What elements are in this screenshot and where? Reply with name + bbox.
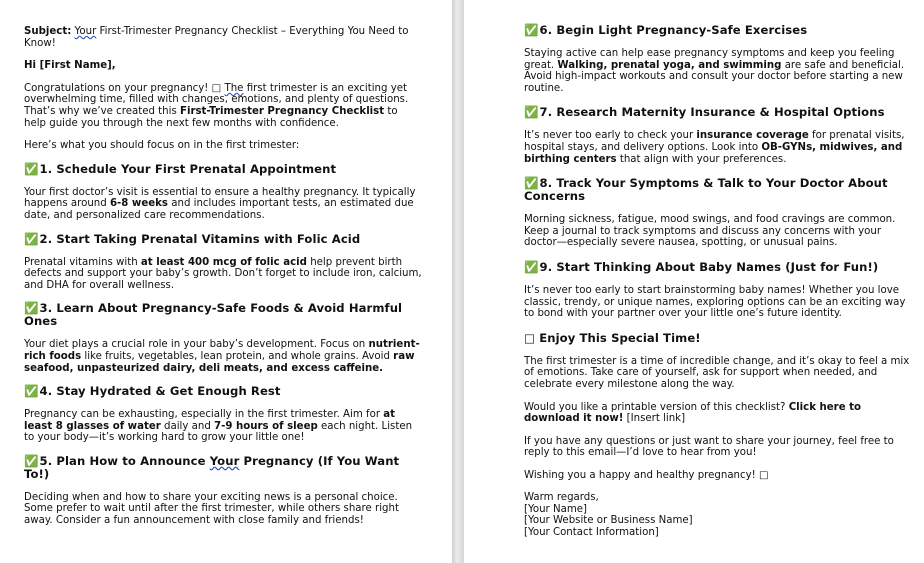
- section-8: [524, 177, 910, 249]
- questions-paragraph: If you have any questions or just want to share your journey, feel free to reply to this email—I’d love to hear from you!: [524, 435, 894, 459]
- enjoy-heading: □ Enjoy This Special Time!: [524, 330, 701, 345]
- printable-offer: Would you like a printable version of this checklist? Click here to download it now! [Insert link]: [524, 401, 862, 425]
- regards: Warm regards,: [524, 492, 599, 504]
- subject-word-your: Your: [74, 26, 97, 37]
- subject-label: Subject:: [24, 26, 72, 37]
- focus-line: Here’s what you should focus on in the first trimester:: [24, 140, 300, 152]
- section-body: Your diet plays a crucial role in your baby’s development. Focus on nutrient-rich foods like fruits, vegetables, lean protein, and whole grains. Avoid raw seafood, unpasteurized dairy, deli meats, and excess caffeine.: [24, 339, 420, 374]
- signature-block: [524, 492, 910, 538]
- checkmark-icon: ✅: [24, 301, 39, 316]
- section-9: [524, 261, 910, 320]
- left-page: [0, 0, 452, 563]
- section-heading: ✅4. Stay Hydrated & Get Enough Rest: [24, 384, 281, 399]
- intro-paragraph: Congratulations on your pregnancy! □ The first trimester is an exciting yet overwhelming time, filled with changes, emotions, and plenty of questions. That’s why we’ve created this First-Trimester Pregnancy Checklist to help guide you through the next few months with confidence.: [24, 82, 409, 129]
- wishing-line: Wishing you a happy and healthy pregnancy! □: [524, 469, 769, 481]
- section-2: [24, 233, 422, 292]
- checkmark-icon: ✅: [24, 231, 39, 246]
- section-heading: ✅9. Start Thinking About Baby Names (Just for Fun!): [524, 259, 879, 274]
- signature-contact: [Your Contact Information]: [524, 526, 659, 538]
- section-heading: ✅2. Start Taking Prenatal Vitamins with Folic Acid: [24, 231, 361, 246]
- section-heading: ✅3. Learn About Pregnancy-Safe Foods & Avoid Harmful Ones: [24, 301, 403, 329]
- section-3: [24, 302, 422, 374]
- section-5: [24, 455, 422, 527]
- intro-word-the: The: [224, 82, 244, 94]
- section-body: Pregnancy can be exhausting, especially in the first trimester. Aim for at least 8 glasses of water daily and 7-9 hours of sleep each night. Listen to your body—it’s working hard to grow your little one!: [24, 409, 413, 444]
- signature-site: [Your Website or Business Name]: [524, 515, 693, 527]
- section-body: Staying active can help ease pregnancy symptoms and keep you feeling great. Walking, prenatal yoga, and swimming are safe and beneficial. Avoid high-impact workouts and consult your doctor before starting a new routine.: [524, 48, 905, 94]
- greeting: Hi [First Name],: [24, 60, 116, 72]
- checkmark-icon: ✅: [24, 161, 39, 176]
- section-6: [524, 24, 910, 94]
- right-page: [464, 0, 924, 563]
- checkmark-icon: ✅: [524, 23, 539, 37]
- subject-text: First-Trimester Pregnancy Checklist – Everything You Need to Know!: [24, 26, 409, 49]
- section-heading: ✅5. Plan How to Announce Your Pregnancy (If You Want To!): [24, 453, 400, 481]
- heading-word-your: Your: [209, 453, 240, 468]
- section-body: Prenatal vitamins with at least 400 mcg of folic acid help prevent birth defects and support your baby’s growth. Don’t forget to include iron, calcium, and DHA for overall wellness.: [24, 256, 422, 291]
- section-body: It’s never too early to start brainstorming baby names! Whether you love classic, trendy, or unique names, exploring options can be an exciting way to bond with your partner over your little one’s future identity.: [524, 284, 906, 320]
- checkmark-icon: ✅: [524, 176, 539, 191]
- section-heading: ✅6. Begin Light Pregnancy-Safe Exercises: [524, 23, 808, 37]
- enjoy-body: The first trimester is a time of incredible change, and it’s okay to feel a mix of emotions. Take care of yourself, ask for support when needed, and celebrate every milestone along the way.: [524, 355, 910, 390]
- section-body: Morning sickness, fatigue, mood swings, and food cravings are common. Keep a journal to track symptoms and discuss any concerns with your doctor—especially severe nausea, spotting, or unusual pains.: [524, 214, 896, 249]
- section-heading: ✅1. Schedule Your First Prenatal Appointment: [24, 161, 337, 176]
- checkmark-icon: ✅: [524, 259, 539, 274]
- section-body: It’s never too early to check your insurance coverage for prenatal visits, hospital stays, and delivery options. Look into OB-GYNs, midwives, and birthing centers that align with your preferences.: [524, 130, 905, 165]
- checkmark-icon: ✅: [24, 453, 39, 468]
- section-body: Your first doctor’s visit is essential to ensure a healthy pregnancy. It typically happens around 6-8 weeks and includes important tests, an estimated due date, and personalized care recommendations.: [24, 186, 416, 221]
- subject-line: [24, 26, 422, 49]
- enjoy-section: [524, 332, 910, 391]
- download-link[interactable]: Click here to download it now!: [524, 401, 862, 425]
- section-7: [524, 106, 910, 165]
- section-4: [24, 385, 422, 444]
- section-heading: ✅7. Research Maternity Insurance & Hospital Options: [524, 105, 885, 120]
- section-body: Deciding when and how to share your exciting news is a personal choice. Some prefer to wait until after the first trimester, while others share right away. Consider a fun announcement with close family and friends!: [24, 491, 399, 527]
- checkmark-icon: ✅: [524, 105, 539, 120]
- section-1: [24, 163, 422, 222]
- checkmark-icon: ✅: [24, 384, 39, 399]
- signature-name: [Your Name]: [524, 503, 587, 515]
- page-gutter: [452, 0, 464, 563]
- section-heading: ✅8. Track Your Symptoms & Talk to Your Doctor About Concerns: [524, 176, 888, 204]
